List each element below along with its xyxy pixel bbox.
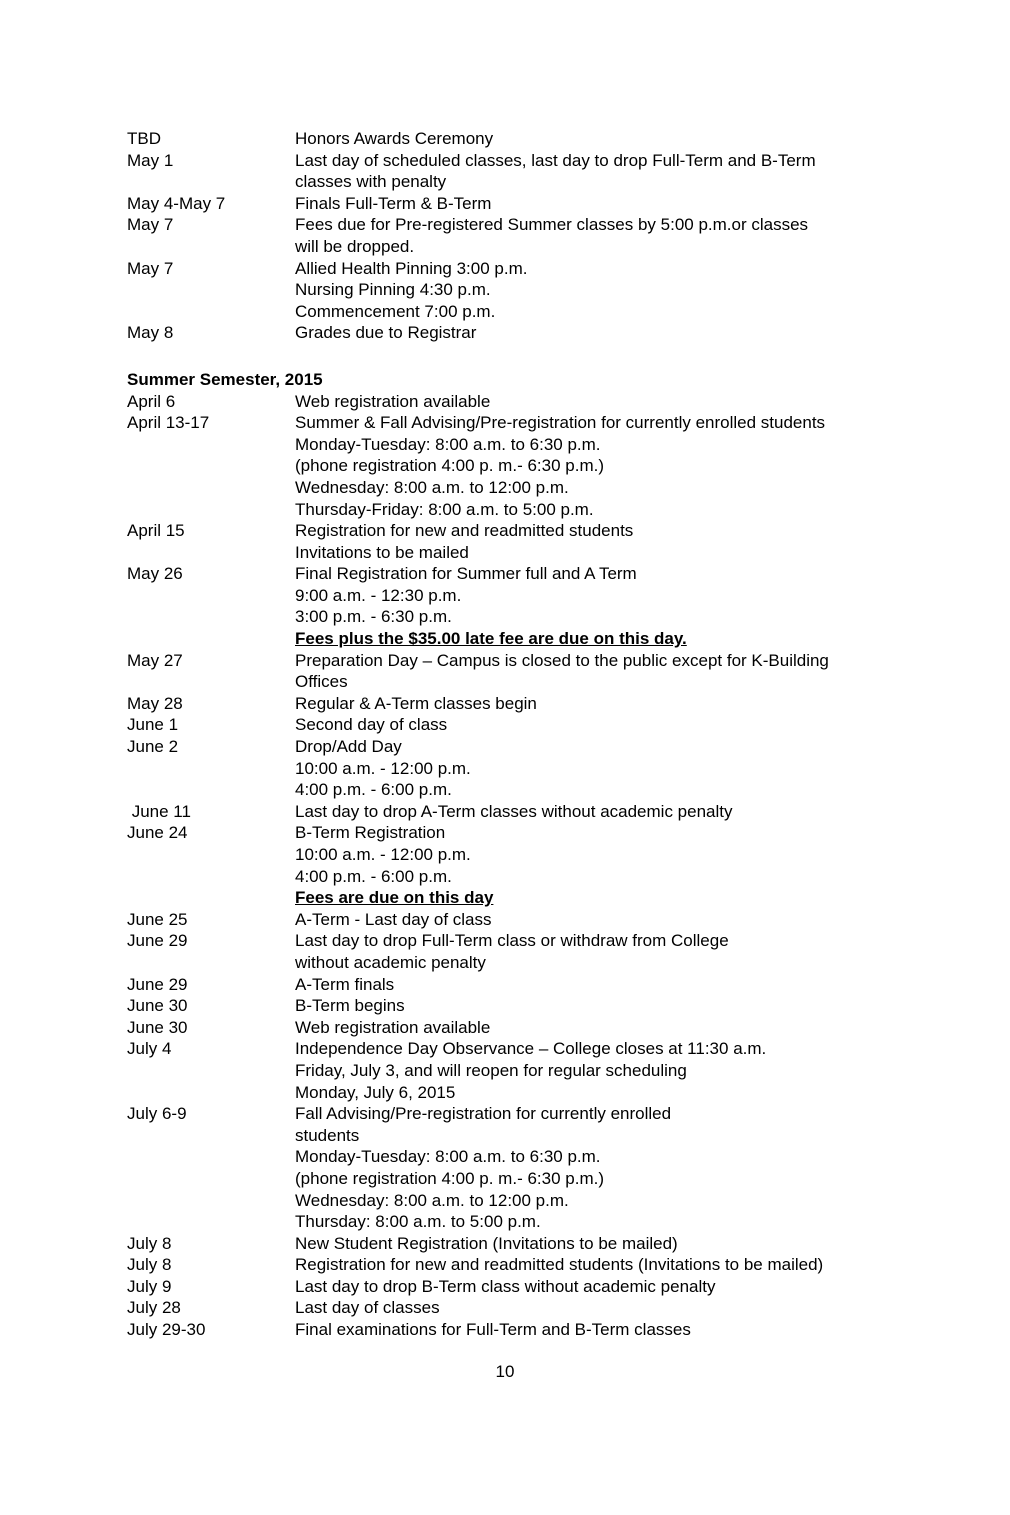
entry-description: B-Term Registration xyxy=(295,823,446,843)
calendar-entry xyxy=(127,736,907,801)
entry-description: Fees due for Pre-registered Summer classes by 5:00 p.m.or classes xyxy=(295,215,809,235)
section-spacer xyxy=(127,344,907,369)
entry-line xyxy=(127,952,907,974)
entry-line xyxy=(127,412,907,434)
entry-description: Web registration available xyxy=(295,391,491,411)
entry-date: July 8 xyxy=(127,1233,172,1253)
entry-description: Monday, July 6, 2015 xyxy=(295,1082,456,1102)
entry-description: Finals Full-Term & B-Term xyxy=(295,193,492,213)
entry-line xyxy=(127,628,907,650)
entry-date: TBD xyxy=(127,129,161,148)
entry-description: B-Term begins xyxy=(295,996,405,1016)
entry-date: April 6 xyxy=(127,391,176,411)
entry-description: Final Registration for Summer full and A Term xyxy=(295,564,637,584)
calendar-entry xyxy=(127,193,907,215)
entry-date: June 11 xyxy=(127,801,191,821)
entry-line xyxy=(127,1319,907,1341)
entry-date: May 26 xyxy=(127,564,183,584)
entry-line xyxy=(127,258,907,280)
entry-description: Registration for new and readmitted students (Invitations to be mailed) xyxy=(295,1255,824,1275)
entry-description: New Student Registration (Invitations to be mailed) xyxy=(295,1233,678,1253)
entry-description: Regular & A-Term classes begin xyxy=(295,693,537,713)
entry-line xyxy=(127,128,907,150)
calendar-entry xyxy=(127,650,907,693)
entry-line xyxy=(127,477,907,499)
entry-description: Allied Health Pinning 3:00 p.m. xyxy=(295,258,528,278)
summer-semester-section xyxy=(127,344,907,1341)
entry-description: Second day of class xyxy=(295,715,448,735)
entry-line xyxy=(127,171,907,193)
calendar-entry xyxy=(127,714,907,736)
entry-description: 9:00 a.m. - 12:30 p.m. xyxy=(295,585,462,605)
entry-line xyxy=(127,1125,907,1147)
calendar-entry xyxy=(127,822,907,908)
entry-description: Final examinations for Full-Term and B-Term classes xyxy=(295,1320,691,1340)
entry-date: July 28 xyxy=(127,1298,181,1318)
entry-description: Grades due to Registrar xyxy=(295,323,477,343)
entry-description: Independence Day Observance – College closes at 11:30 a.m. xyxy=(295,1039,767,1059)
entry-line xyxy=(127,693,907,715)
calendar-entry xyxy=(127,930,907,973)
entry-description: Nursing Pinning 4:30 p.m. xyxy=(295,280,491,300)
entry-date: July 4 xyxy=(127,1039,172,1059)
entry-line xyxy=(127,585,907,607)
entry-line xyxy=(127,1146,907,1168)
calendar-entry xyxy=(127,1319,907,1341)
entry-date: May 28 xyxy=(127,693,183,713)
entry-date: May 7 xyxy=(127,258,174,278)
entry-description: 4:00 p.m. - 6:00 p.m. xyxy=(295,866,452,886)
calendar-entry xyxy=(127,1276,907,1298)
entry-description: Invitations to be mailed xyxy=(295,542,469,562)
entry-line xyxy=(127,391,907,413)
entry-description: 10:00 a.m. - 12:00 p.m. xyxy=(295,758,471,778)
calendar-entry xyxy=(127,520,907,563)
entry-line xyxy=(127,1211,907,1233)
calendar-entry xyxy=(127,391,907,413)
entry-line xyxy=(127,1168,907,1190)
entry-line xyxy=(127,758,907,780)
entry-line xyxy=(127,301,907,323)
entry-description: Summer & Fall Advising/Pre-registration for currently enrolled students xyxy=(295,413,826,433)
entry-date: July 6-9 xyxy=(127,1104,187,1124)
entry-description: Thursday: 8:00 a.m. to 5:00 p.m. xyxy=(295,1212,541,1232)
calendar-content xyxy=(127,128,907,1341)
calendar-entry xyxy=(127,128,907,150)
entry-description: Monday-Tuesday: 8:00 a.m. to 6:30 p.m. xyxy=(295,434,601,454)
entry-line xyxy=(127,736,907,758)
entry-line xyxy=(127,995,907,1017)
calendar-entry xyxy=(127,995,907,1017)
calendar-entry xyxy=(127,1017,907,1039)
entry-description: will be dropped. xyxy=(295,236,415,256)
entry-date: April 15 xyxy=(127,521,185,541)
entry-line xyxy=(127,909,907,931)
entry-line xyxy=(127,279,907,301)
entry-description: (phone registration 4:00 p. m.- 6:30 p.m.) xyxy=(295,1168,604,1188)
entry-description: 4:00 p.m. - 6:00 p.m. xyxy=(295,780,452,800)
entry-date: May 27 xyxy=(127,650,183,670)
entry-description: (phone registration 4:00 p. m.- 6:30 p.m.) xyxy=(295,456,604,476)
entry-line xyxy=(127,1017,907,1039)
entry-line xyxy=(127,822,907,844)
entry-line xyxy=(127,455,907,477)
entry-description: classes with penalty xyxy=(295,172,447,192)
calendar-entry xyxy=(127,974,907,996)
entry-description: Web registration available xyxy=(295,1017,491,1037)
entry-date: June 30 xyxy=(127,1017,188,1037)
calendar-entry xyxy=(127,1103,907,1233)
entry-line xyxy=(127,499,907,521)
entry-date: May 7 xyxy=(127,215,174,235)
entry-description: Drop/Add Day xyxy=(295,737,402,757)
entry-line xyxy=(127,974,907,996)
entry-description: Last day to drop Full-Term class or withdraw from College xyxy=(295,931,729,951)
entry-line xyxy=(127,1082,907,1104)
entry-description: Last day to drop B-Term class without academic penalty xyxy=(295,1276,716,1296)
entry-emphasis-note: Fees are due on this day xyxy=(295,888,494,908)
entry-description: Commencement 7:00 p.m. xyxy=(295,301,496,321)
calendar-entry xyxy=(127,150,907,193)
calendar-entry xyxy=(127,563,907,649)
entry-date: June 24 xyxy=(127,823,188,843)
entry-description: Thursday-Friday: 8:00 a.m. to 5:00 p.m. xyxy=(295,499,594,519)
section-heading: Summer Semester, 2015 xyxy=(127,369,323,389)
entry-description: 3:00 p.m. - 6:30 p.m. xyxy=(295,607,452,627)
entry-date: May 8 xyxy=(127,323,174,343)
calendar-entry xyxy=(127,214,907,257)
entry-description: students xyxy=(295,1125,360,1145)
entry-date: June 1 xyxy=(127,715,179,735)
entry-line xyxy=(127,801,907,823)
calendar-entry xyxy=(127,909,907,931)
calendar-entry xyxy=(127,1233,907,1255)
entry-line xyxy=(127,542,907,564)
entry-description: Friday, July 3, and will reopen for regular scheduling xyxy=(295,1060,687,1080)
entry-description: Preparation Day – Campus is closed to the public except for K-Building xyxy=(295,650,829,670)
calendar-entry xyxy=(127,693,907,715)
entry-line xyxy=(127,671,907,693)
entry-date: June 25 xyxy=(127,909,188,929)
entry-date: June 30 xyxy=(127,996,188,1016)
entry-line xyxy=(127,714,907,736)
entry-date: June 29 xyxy=(127,974,188,994)
entry-description: 10:00 a.m. - 12:00 p.m. xyxy=(295,845,471,864)
entry-description: Offices xyxy=(295,672,348,692)
calendar-entry xyxy=(127,801,907,823)
entry-description: without academic penalty xyxy=(295,952,486,972)
entry-description: Last day of scheduled classes, last day to drop Full-Term and B-Term xyxy=(295,150,816,170)
entry-date: June 29 xyxy=(127,931,188,951)
calendar-entry xyxy=(127,258,907,323)
entry-line xyxy=(127,1297,907,1319)
entry-line xyxy=(127,779,907,801)
entry-line xyxy=(127,887,907,909)
entry-line xyxy=(127,1254,907,1276)
entry-line xyxy=(127,150,907,172)
entry-line xyxy=(127,1276,907,1298)
calendar-entry xyxy=(127,1254,907,1276)
entry-line xyxy=(127,844,907,866)
entry-date: July 29-30 xyxy=(127,1320,206,1340)
spring-events-section xyxy=(127,128,907,344)
entry-line xyxy=(127,650,907,672)
entry-line xyxy=(127,322,907,344)
entry-line xyxy=(127,563,907,585)
entry-description: Wednesday: 8:00 a.m. to 12:00 p.m. xyxy=(295,477,569,497)
entry-line xyxy=(127,434,907,456)
entry-date: July 8 xyxy=(127,1255,172,1275)
entry-line xyxy=(127,866,907,888)
entry-date: April 13-17 xyxy=(127,413,210,433)
entry-description: Honors Awards Ceremony xyxy=(295,129,494,148)
entry-description: Last day to drop A-Term classes without academic penalty xyxy=(295,801,733,821)
entry-line xyxy=(127,520,907,542)
entry-emphasis-note: Fees plus the $35.00 late fee are due on this day. xyxy=(295,629,687,649)
entry-description: Registration for new and readmitted students xyxy=(295,521,634,541)
entry-description: A-Term - Last day of class xyxy=(295,909,492,929)
entry-line xyxy=(127,214,907,236)
entry-line xyxy=(127,1103,907,1125)
entry-line xyxy=(127,236,907,258)
calendar-entry xyxy=(127,412,907,520)
entry-description: Wednesday: 8:00 a.m. to 12:00 p.m. xyxy=(295,1190,569,1210)
entry-line xyxy=(127,1190,907,1212)
entry-date: May 4-May 7 xyxy=(127,193,226,213)
page-number: 10 xyxy=(495,1362,515,1381)
calendar-entry xyxy=(127,322,907,344)
entry-line xyxy=(127,930,907,952)
calendar-entry xyxy=(127,1297,907,1319)
entry-line xyxy=(127,1233,907,1255)
entry-description: Last day of classes xyxy=(295,1298,440,1318)
entry-description: Fall Advising/Pre-registration for currently enrolled xyxy=(295,1104,672,1124)
entry-line xyxy=(127,1038,907,1060)
entry-line xyxy=(127,606,907,628)
entry-description: A-Term finals xyxy=(295,974,395,994)
entry-line xyxy=(127,193,907,215)
entry-date: July 9 xyxy=(127,1276,172,1296)
entry-description: Monday-Tuesday: 8:00 a.m. to 6:30 p.m. xyxy=(295,1147,601,1167)
calendar-entry xyxy=(127,1038,907,1103)
entry-line xyxy=(127,1060,907,1082)
entry-date: May 1 xyxy=(127,150,174,170)
entry-date: June 2 xyxy=(127,737,179,757)
